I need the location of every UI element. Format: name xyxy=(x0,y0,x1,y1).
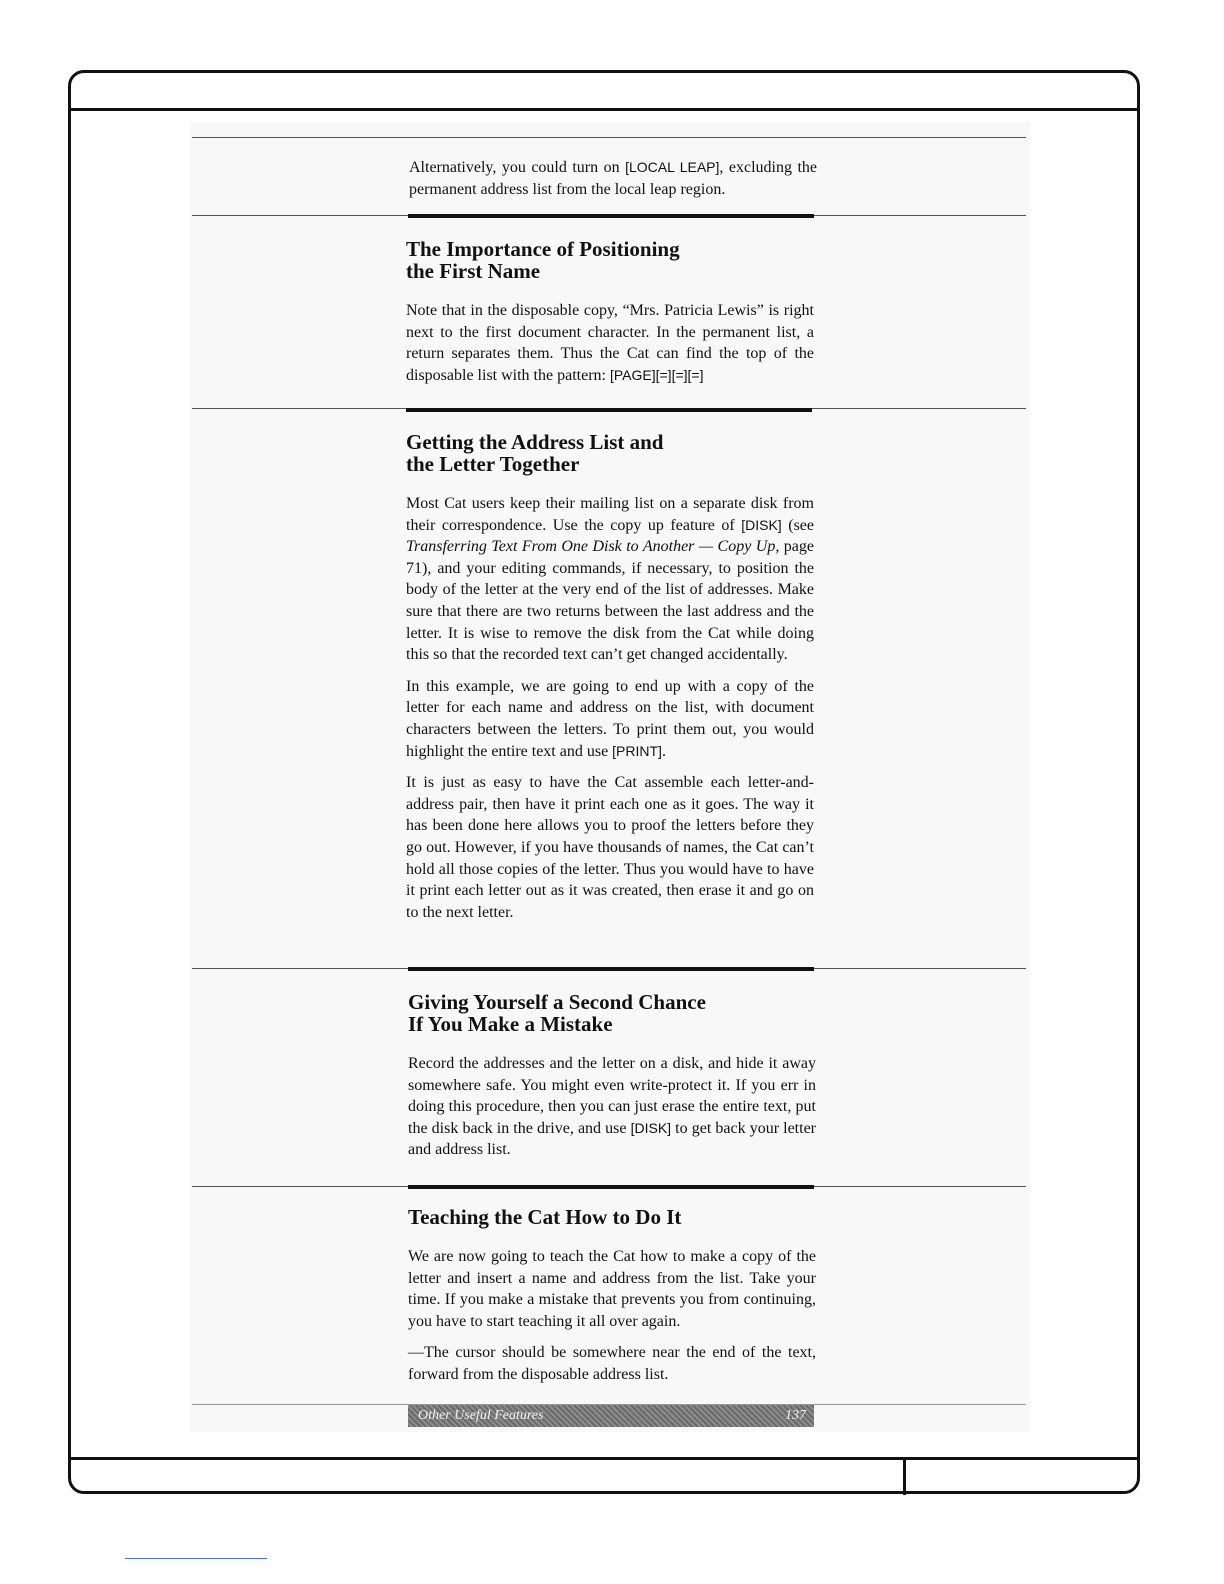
page-pattern-key: [PAGE][=][=][=] xyxy=(609,366,704,383)
intro-block xyxy=(409,157,817,210)
link-underline xyxy=(125,1558,267,1559)
section-heading: Teaching the Cat How to Do It xyxy=(408,1205,682,1229)
section-bar xyxy=(406,408,812,412)
section-paragraph: Note that in the disposable copy, “Mrs. Patricia Lewis” is right next to the first document character. In the permanent list, a return separates them. Thus the Cat can find the top of the disposable list with the pattern: [PAGE][=][=][=] xyxy=(406,302,814,384)
section-second-chance xyxy=(408,991,816,1171)
section-paragraph: In this example, we are going to end up with a copy of the letter for each name and address on the list, with document characters between the letters. To print them out, you would highlight the entire text and use [PRINT]. xyxy=(406,677,814,760)
frame-bottom-rule xyxy=(68,1457,1140,1460)
section-teaching xyxy=(408,1206,816,1396)
section-paragraph: Record the addresses and the letter on a disk, and hide it away somewhere safe. You might even write-protect it. If you err in doing this procedure, then you can just erase the entire text, put the disk back in the drive, and use [DISK] to get back your letter and address list. xyxy=(408,1055,816,1159)
section-rule xyxy=(192,137,1026,138)
section-heading: Getting the Address List and the Letter Together xyxy=(406,430,664,476)
section-heading: Giving Yourself a Second Chance If You Make a Mistake xyxy=(408,990,706,1036)
section-heading: The Importance of Positioning the First Name xyxy=(406,237,680,283)
cross-reference: Transferring Text From One Disk to Another — Copy Up, xyxy=(406,538,780,556)
section-address-list xyxy=(406,431,814,933)
section-paragraph: We are now going to teach the Cat how to make a copy of the letter and insert a name and address from the list. Take your time. If you make a mistake that prevents you from continuing, you have to start teaching it all over again. xyxy=(408,1248,816,1330)
footer-chapter-title: Other Useful Features xyxy=(418,1408,544,1423)
local-leap-key: [LOCAL LEAP] xyxy=(625,159,720,175)
disk-key: [DISK] xyxy=(741,516,782,533)
section-bar xyxy=(408,214,814,218)
section-bar xyxy=(408,1185,814,1189)
disk-key: [DISK] xyxy=(630,1119,672,1136)
page-number: 137 xyxy=(785,1408,806,1423)
intro-paragraph: Alternatively, you could turn on [LOCAL LEAP], excluding the permanent address list from the local leap region. xyxy=(409,159,818,198)
section-paragraph: It is just as easy to have the Cat assemble each letter-and-address pair, then have it print each one as it goes. The way it has been done here allows you to proof the letters before they go out. However, if you have thousands of names, the Cat can’t hold all those copies of the letter. Thus you would have to have it print each letter out as it was created, then erase it and go on to the next letter. xyxy=(406,774,814,921)
section-paragraph: Most Cat users keep their mailing list on a separate disk from their correspondence. Use the copy up feature of [DISK] (see Transferring Text From One Disk to Another — Copy Up, page 71), and your editing commands, if necessary, to position the body of the letter at the very end of the list of addresses. Make sure that there are two returns between the last address and the letter. It is wise to remove the disk from the Cat while doing this so that the recorded text can’t get changed accidentally. xyxy=(406,495,815,664)
frame-top-rule xyxy=(68,108,1140,111)
print-key: [PRINT] xyxy=(612,742,662,759)
section-paragraph: —The cursor should be somewhere near the end of the text, forward from the disposable address list. xyxy=(408,1344,816,1383)
section-bar xyxy=(408,967,814,971)
section-positioning xyxy=(406,238,814,396)
running-footer xyxy=(408,1405,814,1427)
frame-bottom-divider xyxy=(903,1459,906,1495)
